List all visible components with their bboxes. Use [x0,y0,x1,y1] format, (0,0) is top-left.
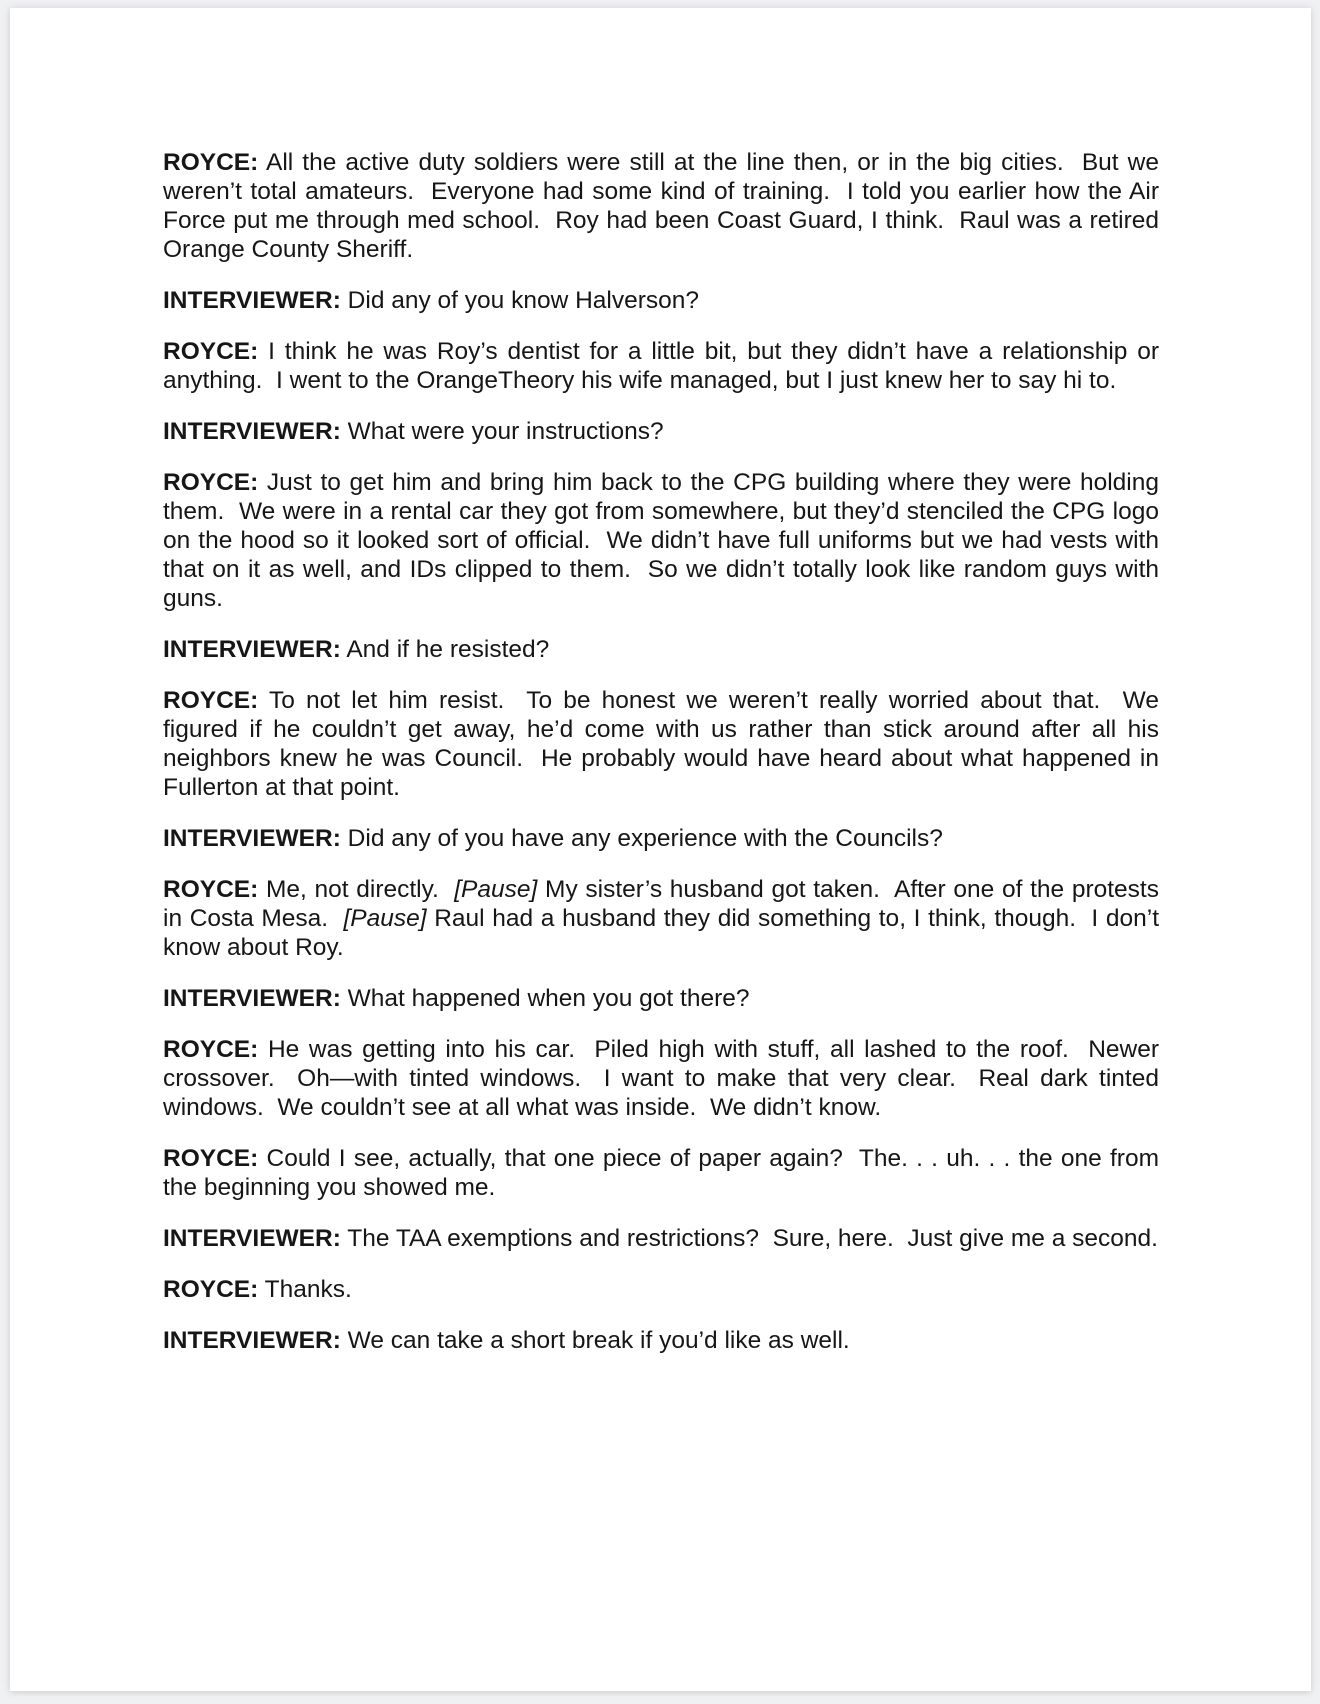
text-segment: Did any of you know Halverson? [340,287,700,314]
transcript-paragraph [163,1326,1159,1355]
paragraph-text [341,1225,1158,1252]
paragraph-text [341,985,750,1012]
text-segment: Me, not directly. [258,876,455,903]
speaker-label: INTERVIEWER: [163,418,341,445]
text-segment: We can take a short break if you’d like as well. [340,1327,850,1354]
text-segment: Just to get him and bring him back to the CPG building where they were holding them. We were in a rental car they got from somewhere, but they’d stenciled the CPG logo on the hood so it looked sort of official. We didn’t have full uniforms but we had vests with that on it as well, and IDs clipped to them. So we didn’t totally look like random guys with guns. [163,469,1166,612]
transcript-paragraph [163,1275,1159,1304]
speaker-label: INTERVIEWER: [163,636,341,663]
transcript-paragraph [163,148,1166,264]
transcript-paragraph [163,984,1159,1013]
speaker-label: INTERVIEWER: [163,1225,341,1252]
paragraph-text [163,338,1166,394]
transcript [163,148,1166,1377]
transcript-paragraph [163,1224,1159,1253]
pause-annotation: [Pause] [343,905,427,932]
text-segment: Did any of you have any experience with the Councils? [340,825,943,852]
paragraph-text [163,469,1166,612]
text-segment: What happened when you got there? [340,985,750,1012]
text-segment: To not let him resist. To be honest we weren’t really worried about that. We figured if he couldn’t get away, he’d come with us rather than stick around after all his neighbors knew he was Council. He probably would have heard about what happened in Fullerton at that point. [163,687,1166,801]
text-segment: All the active duty soldiers were still at the line then, or in the big cities. But we weren’t total amateurs. Everyone had some kind of training. I told you earlier how the Air Force put me through med school. Roy had been Coast Guard, I think. Raul was a retired Orange County Sheriff. [163,149,1166,263]
speaker-label: ROYCE: [163,338,259,365]
paragraph-text [341,418,664,445]
speaker-label: INTERVIEWER: [163,287,341,314]
speaker-label: ROYCE: [163,469,259,496]
transcript-paragraph [163,635,1159,664]
speaker-label: ROYCE: [163,1276,259,1303]
text-segment: He was getting into his car. Piled high with stuff, all lashed to the roof. Newer crossover. Oh—with tinted windows. I want to make that very clear. Real dark tinted windows. We couldn’t see at all what was inside. We didn’t know. [163,1036,1166,1121]
text-segment: What were your instructions? [340,418,664,445]
transcript-paragraph [163,1144,1166,1202]
paragraph-text [341,287,699,314]
transcript-paragraph [163,417,1159,446]
text-segment: My sister’s husband got taken. After one of the protests in Costa Mesa. [163,876,1166,932]
speaker-label: ROYCE: [163,687,259,714]
text-segment: I think he was Roy’s dentist for a little bit, but they didn’t have a relationship or anything. I went to the OrangeTheory his wife managed, but I just knew her to say hi to. [163,338,1166,394]
speaker-label: ROYCE: [163,1145,259,1172]
text-segment: The TAA exemptions and restrictions? Sure, here. Just give me a second. [340,1225,1158,1252]
paragraph-text [163,687,1166,801]
transcript-paragraph [163,337,1166,395]
paragraph-text [341,636,549,663]
speaker-label: INTERVIEWER: [163,1327,341,1354]
text-segment: Thanks. [258,1276,352,1303]
pause-annotation: [Pause] [454,876,538,903]
text-segment: And if he resisted? [340,636,550,663]
transcript-paragraph [163,468,1166,613]
paragraph-text [163,149,1166,263]
speaker-label: INTERVIEWER: [163,825,341,852]
speaker-label: ROYCE: [163,876,259,903]
speaker-label: INTERVIEWER: [163,985,341,1012]
transcript-paragraph [163,1035,1166,1122]
text-segment: Raul had a husband they did something to, I think, though. I don’t know about Roy. [163,905,1166,961]
transcript-paragraph [163,286,1159,315]
paragraph-text [341,1327,850,1354]
transcript-paragraph [163,686,1166,802]
paragraph-text [341,825,943,852]
speaker-label: ROYCE: [163,1036,259,1063]
paragraph-text [163,1145,1166,1201]
transcript-paragraph [163,875,1166,962]
text-segment: Could I see, actually, that one piece of paper again? The. . . uh. . . the one from the beginning you showed me. [163,1145,1166,1201]
paragraph-text [163,1036,1166,1121]
paragraph-text [258,1276,352,1303]
paragraph-text [163,876,1166,961]
document-page [10,8,1311,1691]
speaker-label: ROYCE: [163,149,259,176]
transcript-paragraph [163,824,1159,853]
